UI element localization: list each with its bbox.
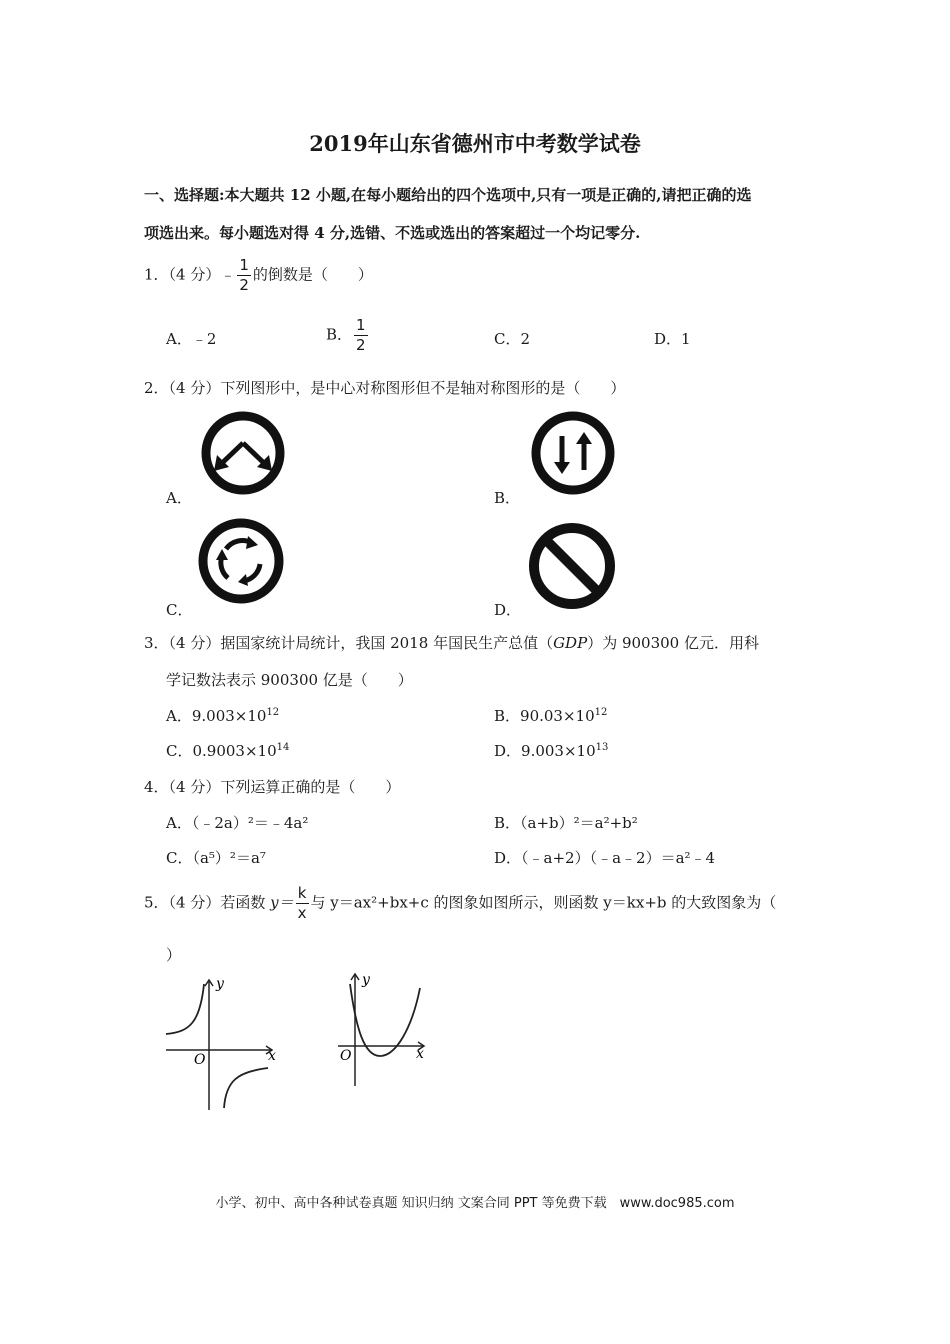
sign-two-way-arrows-icon [528, 410, 618, 496]
q4-option-a: A．（﹣2a）²＝﹣4a² [166, 814, 309, 832]
q2-option-b-label: B． [494, 489, 521, 507]
q1-option-b-label: B． [326, 325, 353, 344]
hyperbola-x-label: x [268, 1048, 276, 1064]
q1-fraction [237, 258, 251, 293]
hyperbola-y-label: y [216, 976, 224, 992]
parabola-y-label: y [362, 972, 370, 988]
parabola-graph [332, 968, 432, 1092]
q1-option-a: A．﹣2 [166, 330, 217, 348]
section-heading-line2: 项选出来。每小题选对得 4 分,选错、不选或选出的答案超过一个均记零分. [144, 224, 641, 242]
q3-option-c-text: C．0.9003×10 [166, 742, 277, 760]
q4-option-c: C．（a⁵）²＝a⁷ [166, 849, 266, 867]
q1-option-b-num: 1 [356, 316, 366, 334]
parabola-x-label: x [416, 1046, 424, 1062]
q3-option-b-exp: 12 [594, 707, 608, 718]
question-4: 4．（4 分）下列运算正确的是（ ） [144, 778, 401, 796]
hyperbola-branch-left [166, 984, 204, 1034]
q1-option-b-fraction [354, 318, 368, 353]
page-title: 2019年山东省德州市中考数学试卷 [309, 131, 641, 156]
q3-option-d-text: D．9.003×10 [494, 742, 596, 760]
q3-option-a-exp: 12 [266, 707, 280, 718]
q5-prefix: 5．（4 分）若函数 [144, 893, 271, 912]
section-heading-line1: 一、选择题:本大题共 12 小题,在每小题给出的四个选项中,只有一项是正确的,请把正确的选 [144, 186, 752, 204]
q5-y-eq: y＝ [270, 893, 294, 912]
question-3-line2: 学记数法表示 900300 亿是（ ） [166, 671, 413, 689]
sign-roundabout-icon [196, 516, 286, 606]
parabola-origin-label: O [340, 1048, 352, 1064]
q1-option-b-den: 2 [356, 336, 366, 354]
q1-neg: ﹣ [220, 265, 236, 284]
q3-text-b: ）为 900300 亿元．用科 [587, 634, 759, 652]
question-5-line1 [144, 886, 776, 921]
q1-option-c: C．2 [494, 330, 531, 348]
question-5-line2: ） [166, 946, 182, 964]
q4-option-b: B．（a+b）²＝a²+b² [494, 814, 638, 832]
sign-no-entry-icon [526, 520, 618, 612]
q4-option-d: D．（﹣a+2）（﹣a﹣2）＝a²﹣4 [494, 849, 716, 867]
sign-diverging-arrows-icon [198, 410, 288, 496]
hyperbola-graph [160, 972, 280, 1112]
q1-frac-den: 2 [239, 276, 249, 294]
parabola-curve [350, 984, 420, 1056]
q3-option-c-exp: 14 [276, 742, 290, 753]
q1-option-d: D．1 [654, 330, 691, 348]
q2-option-d-label: D． [494, 601, 522, 619]
q1-prefix: 1．（4 分） [144, 265, 221, 284]
q2-option-c-label: C． [166, 601, 193, 619]
hyperbola-branch-right [224, 1068, 268, 1108]
hyperbola-origin-label: O [194, 1052, 206, 1068]
question-1 [144, 258, 373, 293]
q1-suffix: 的倒数是（ ） [252, 265, 373, 284]
q3-option-b [494, 705, 607, 726]
q3-option-a-text: A．9.003×10 [166, 707, 267, 725]
q3-option-d [494, 740, 608, 761]
q3-option-c [166, 740, 289, 761]
q3-option-b-text: B．90.03×10 [494, 707, 595, 725]
question-2: 2．（4 分）下列图形中，是中心对称图形但不是轴对称图形的是（ ） [144, 379, 626, 397]
question-3-line1 [144, 632, 759, 653]
q3-text-a: 3．（4 分）据国家统计局统计，我国 2018 年国民生产总值（ [144, 634, 554, 652]
page-footer: 小学、初中、高中各种试卷真题 知识归纳 文案合同 PPT 等免费下载 www.doc985.com [215, 1196, 735, 1211]
q5-fraction [296, 886, 309, 921]
q2-option-a-label: A． [166, 489, 192, 507]
q3-option-d-exp: 13 [595, 742, 609, 753]
q1-option-b [326, 318, 370, 353]
q5-frac-num: k [296, 886, 309, 904]
q1-frac-num: 1 [239, 256, 249, 274]
q3-option-a [166, 705, 279, 726]
q3-gdp: GDP [553, 634, 588, 652]
q5-frac-den: x [297, 904, 307, 922]
q5-mid: 与 y＝ax²+bx+c 的图象如图所示，则函数 y＝kx+b 的大致图象为（ [310, 893, 777, 912]
